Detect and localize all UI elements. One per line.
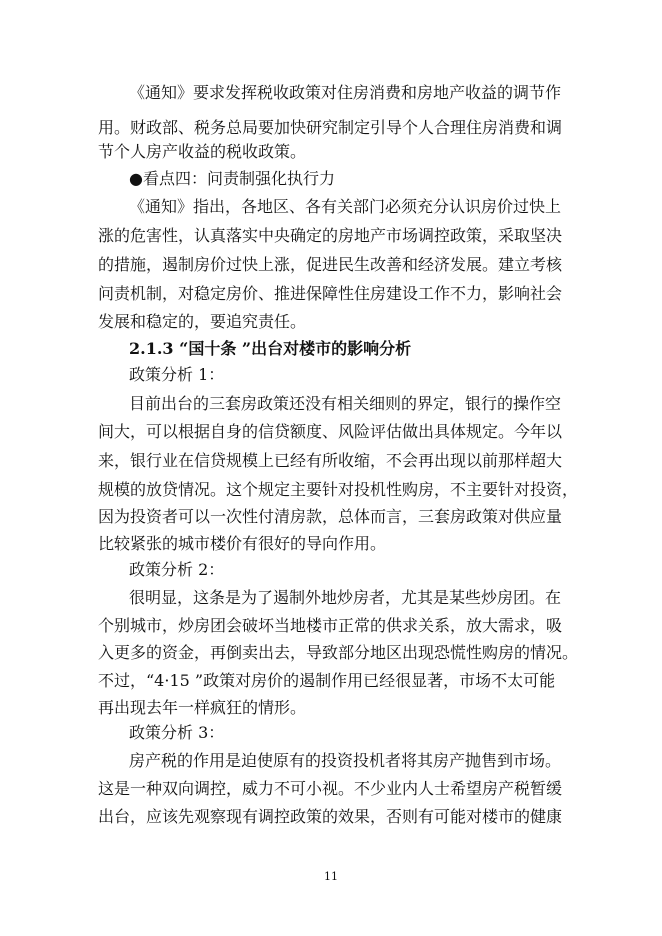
text-line: 《通知》指出，各地区、各有关部门必须充分认识房价过快上 [129,197,562,216]
text-line: 规模的放贷情况。这个规定主要针对投机性购房，不主要针对投资， [98,480,579,499]
text-line: 出台，应该先观察现有调控政策的效果，否则有可能对楼市的健康 [98,807,563,826]
text-line: 这是一种双向调控，威力不可小视。不少业内人士希望房产税暂缓 [98,779,563,798]
text-line: 比较紧张的城市楼价有很好的导向作用。 [98,534,387,553]
text-line: 房产税的作用是迫使原有的投资投机者将其房产抛售到市场。 [129,751,562,770]
text-line: 很明显，这条是为了遏制外地炒房者，尤其是某些炒房团。在 [129,588,562,607]
subheading: 政策分析 3： [129,723,225,742]
text-line: 节个人房产收益的税收政策。 [98,142,307,161]
text-line: 的措施，遏制房价过快上涨，促进民生改善和经济发展。建立考核 [98,255,563,274]
text-line: 不过，“4·15 ”政策对房价的遏制作用已经很显著，市场不太可能 [98,671,556,690]
text-line: 发展和稳定的，要追究责任。 [98,312,307,331]
section-heading: 2.1.3 “国十条 ”出台对楼市的影响分析 [129,339,412,358]
page-number: 11 [324,870,338,883]
text-line: 涨的危害性，认真落实中央确定的房地产市场调控政策，采取坚决 [98,226,563,245]
text-line: 目前出台的三套房政策还没有相关细则的界定，银行的操作空 [129,394,562,413]
text-line: 因为投资者可以一次性付清房款，总体而言，三套房政策对供应量 [98,507,563,526]
text-line: 用。财政部、税务总局要加快研究制定引导个人合理住房消费和调 [98,118,563,137]
text-line: 《通知》要求发挥税收政策对住房消费和房地产收益的调节作 [129,83,562,102]
text-line: 个别城市，炒房团会破坏当地楼市正常的供求关系，放大需求，吸 [98,616,563,635]
text-line: 再出现去年一样疯狂的情形。 [98,698,307,717]
text-line: 问责机制，对稳定房价、推进保障性住房建设工作不力，影响社会 [98,284,563,303]
text-line: 来，银行业在信贷规模上已经有所收缩，不会再出现以前那样超大 [98,451,563,470]
text-line: 间大，可以根据自身的信贷额度、风险评估做出具体规定。今年以 [98,422,563,441]
bullet-heading: ●看点四：问责制强化执行力 [129,169,335,188]
text-line: 入更多的资金，再倒卖出去，导致部分地区出现恐慌性购房的情况。 [98,643,579,662]
subheading: 政策分析 2： [129,560,225,579]
subheading: 政策分析 1： [129,365,225,384]
